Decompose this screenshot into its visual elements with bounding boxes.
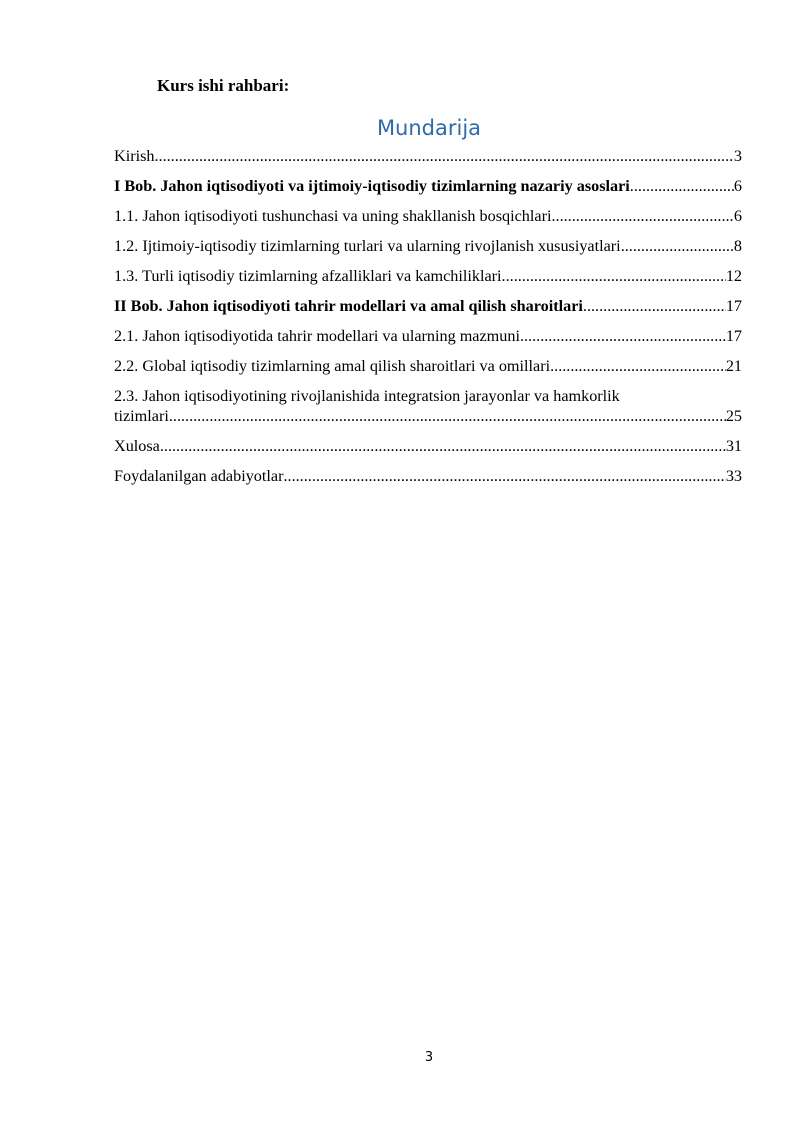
toc-entry-text: 1.1. Jahon iqtisodiyoti tushunchasi va uning shakllanish bosqichlari [114,207,552,225]
toc-entry-page: 21 [725,357,742,375]
toc-entry-text: Kirish [114,147,155,165]
table-of-contents [114,146,742,496]
toc-entry-chapter-1[interactable] [114,176,742,196]
dot-leader [520,326,726,346]
toc-entry-page: 17 [725,327,742,345]
toc-entry-xulosa[interactable] [114,436,742,456]
toc-entry-page: 33 [725,467,742,485]
toc-entry-text-line1: 2.3. Jahon iqtisodiyotining rivojlanishida integratsion jarayonlar va hamkorlik [114,387,620,405]
dot-leader [154,146,733,166]
toc-entry-page: 8 [733,237,742,255]
toc-entry-page: 17 [725,297,742,315]
page-number: 3 [424,1050,434,1065]
toc-entry-text-line2: tizimlari [114,407,169,425]
toc-entry-text: I Bob. Jahon iqtisodiyoti va ijtimoiy-iqtisodiy tizimlarning nazariy asoslari [114,177,630,195]
dot-leader [169,406,726,426]
toc-entry-text: 1.2. Ijtimoiy-iqtisodiy tizimlarning turlari va ularning rivojlanish xususiyatlari [114,237,621,255]
toc-entry-2-2[interactable] [114,356,742,376]
dot-leader [583,296,726,316]
toc-entry-text: 2.2. Global iqtisodiy tizimlarning amal qilish sharoitlari va omillari [114,357,551,375]
toc-entry-page: 3 [733,147,742,165]
toc-entry-text: II Bob. Jahon iqtisodiyoti tahrir modellari va amal qilish sharoitlari [114,297,583,315]
dot-leader [550,356,726,376]
toc-entry-text: Xulosa [114,437,160,455]
toc-entry-2-1[interactable] [114,326,742,346]
dot-leader [630,176,734,196]
toc-entry-page: 6 [733,177,742,195]
toc-entry-kirish[interactable] [114,146,742,166]
toc-entry-text: 1.3. Turli iqtisodiy tizimlarning afzalliklari va kamchiliklari [114,267,502,285]
toc-entry-text: Foydalanilgan adabiyotlar [114,467,284,485]
toc-entry-1-3[interactable] [114,266,742,286]
toc-entry-1-1[interactable] [114,206,742,226]
toc-title: Mundarija [376,116,482,140]
dot-leader [160,436,726,456]
toc-entry-chapter-2[interactable] [114,296,742,316]
dot-leader [621,236,734,256]
toc-entry-1-2[interactable] [114,236,742,256]
dot-leader [283,466,725,486]
toc-entry-text: 2.1. Jahon iqtisodiyotida tahrir modellari va ularning mazmuni [114,327,520,345]
supervisor-label: Kurs ishi rahbari: [157,76,290,95]
dot-leader [551,206,733,226]
toc-entry-page: 6 [733,207,742,225]
toc-entry-page: 12 [725,267,742,285]
toc-entry-page: 25 [725,407,742,425]
dot-leader [502,266,726,286]
toc-entry-2-3[interactable] [114,386,742,426]
toc-entry-page: 31 [725,437,742,455]
toc-entry-adabiyotlar[interactable] [114,466,742,486]
